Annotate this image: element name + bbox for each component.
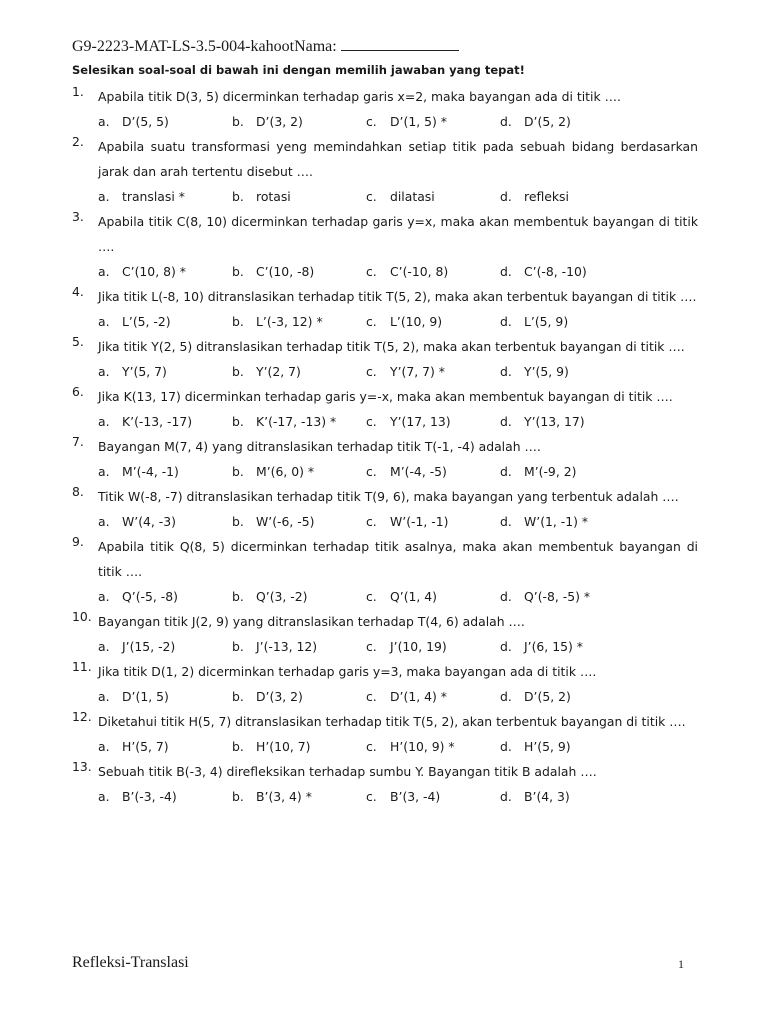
name-label: Nama: [294, 38, 337, 55]
answer-option-a [98, 459, 232, 484]
option-text: Y’(2, 7) [256, 364, 301, 379]
option-text: W’(1, -1) * [524, 514, 589, 529]
answer-option-d [500, 784, 570, 809]
option-text: C’(-8, -10) [524, 264, 587, 279]
answer-option-c [366, 509, 500, 534]
option-text: Q’(1, 4) [390, 589, 438, 604]
option-text: L’(-3, 12) * [256, 314, 323, 329]
option-letter: b. [232, 264, 244, 279]
option-letter: b. [232, 589, 244, 604]
answer-option-d [500, 634, 583, 659]
option-letter: a. [98, 364, 110, 379]
option-letter: d. [500, 464, 512, 479]
option-letter: b. [232, 314, 244, 329]
question-number: 6. [72, 384, 84, 399]
answer-option-b [232, 309, 366, 334]
answer-option-a [98, 684, 232, 709]
option-letter: a. [98, 414, 110, 429]
answer-option-b [232, 509, 366, 534]
option-letter: c. [366, 639, 377, 654]
question-item [72, 534, 698, 609]
option-letter: c. [366, 739, 377, 754]
question-text: Apabila titik C(8, 10) dicerminkan terhadap garis y=x, maka akan membentuk bayangan di titik …. [98, 214, 698, 254]
footer-title: Refleksi-Translasi [72, 954, 189, 971]
question-text: Apabila suatu transformasi yeng memindahkan setiap titik pada sebuah bidang berdasarkan jarak dan arah tertentu disebut …. [98, 139, 698, 179]
option-text: J’(15, -2) [122, 639, 176, 654]
answer-option-b [232, 109, 366, 134]
option-text: rotasi [256, 189, 291, 204]
option-letter: c. [366, 414, 377, 429]
answer-option-c [366, 409, 500, 434]
option-text: H’(10, 7) [256, 739, 311, 754]
question-number: 7. [72, 434, 84, 449]
answer-option-c [366, 309, 500, 334]
option-text: M’(-9, 2) [524, 464, 577, 479]
option-letter: c. [366, 789, 377, 804]
option-text: C’(10, -8) [256, 264, 315, 279]
answer-option-d [500, 184, 569, 209]
option-text: B’(-3, -4) [122, 789, 177, 804]
page-number: 1 [678, 957, 684, 971]
question-number: 8. [72, 484, 84, 499]
option-letter: a. [98, 189, 110, 204]
answer-option-c [366, 684, 500, 709]
question-list [72, 84, 698, 809]
question-text: Sebuah titik B(-3, 4) direfleksikan terhadap sumbu Y. Bayangan titik B adalah …. [98, 764, 597, 779]
option-letter: b. [232, 464, 244, 479]
answer-option-c [366, 184, 500, 209]
answer-options [98, 634, 698, 659]
answer-option-c [366, 109, 500, 134]
answer-option-a [98, 784, 232, 809]
answer-option-d [500, 409, 585, 434]
answer-option-c [366, 784, 500, 809]
option-letter: d. [500, 789, 512, 804]
question-text: Titik W(-8, -7) ditranslasikan terhadap titik T(9, 6), maka bayangan yang terbentuk adalah …. [98, 489, 679, 504]
question-number: 4. [72, 284, 84, 299]
question-text: Jika K(13, 17) dicerminkan terhadap garis y=-x, maka akan membentuk bayangan di titik …. [98, 389, 673, 404]
option-text: W’(-1, -1) [390, 514, 449, 529]
option-text: Y’(5, 9) [524, 364, 569, 379]
answer-option-d [500, 584, 590, 609]
question-number: 13. [72, 759, 92, 774]
option-text: J’(-13, 12) [256, 639, 318, 654]
option-letter: c. [366, 689, 377, 704]
option-letter: a. [98, 789, 110, 804]
question-number: 11. [72, 659, 92, 674]
option-text: translasi * [122, 189, 185, 204]
answer-options [98, 584, 698, 609]
answer-option-b [232, 259, 366, 284]
question-text: Bayangan titik J(2, 9) yang ditranslasikan terhadap T(4, 6) adalah …. [98, 614, 525, 629]
option-letter: b. [232, 639, 244, 654]
question-item [72, 434, 698, 484]
option-letter: a. [98, 639, 110, 654]
option-text: B’(4, 3) [524, 789, 570, 804]
option-letter: c. [366, 514, 377, 529]
option-letter: a. [98, 589, 110, 604]
answer-option-c [366, 734, 500, 759]
option-letter: c. [366, 114, 377, 129]
option-letter: d. [500, 514, 512, 529]
answer-option-a [98, 184, 232, 209]
answer-option-c [366, 584, 500, 609]
answer-option-d [500, 509, 588, 534]
answer-option-d [500, 459, 576, 484]
option-text: D’(5, 2) [524, 114, 571, 129]
option-text: H’(5, 9) [524, 739, 571, 754]
answer-option-d [500, 684, 571, 709]
option-text: B’(3, -4) [390, 789, 441, 804]
answer-option-b [232, 634, 366, 659]
answer-option-b [232, 184, 366, 209]
answer-options [98, 309, 698, 334]
option-letter: a. [98, 514, 110, 529]
option-text: K’(-17, -13) * [256, 414, 337, 429]
answer-option-b [232, 784, 366, 809]
option-text: D’(5, 2) [524, 689, 571, 704]
answer-option-b [232, 584, 366, 609]
option-text: Y’(17, 13) [390, 414, 451, 429]
option-text: J’(6, 15) * [524, 639, 583, 654]
option-letter: d. [500, 189, 512, 204]
question-number: 1. [72, 84, 84, 99]
answer-options [98, 509, 698, 534]
question-item [72, 609, 698, 659]
question-number: 12. [72, 709, 92, 724]
question-text: Apabila titik Q(8, 5) dicerminkan terhadap titik asalnya, maka akan membentuk bayangan di titik …. [98, 539, 698, 579]
option-text: M’(-4, -5) [390, 464, 447, 479]
question-number: 10. [72, 609, 92, 624]
answer-option-a [98, 309, 232, 334]
option-letter: b. [232, 414, 244, 429]
question-item [72, 134, 698, 209]
answer-option-d [500, 309, 568, 334]
answer-option-a [98, 509, 232, 534]
option-text: K’(-13, -17) [122, 414, 193, 429]
option-text: L’(10, 9) [390, 314, 443, 329]
question-number: 3. [72, 209, 84, 224]
option-text: W’(4, -3) [122, 514, 176, 529]
option-text: Y’(5, 7) [122, 364, 167, 379]
option-text: D’(3, 2) [256, 114, 303, 129]
option-letter: d. [500, 639, 512, 654]
option-text: C’(-10, 8) [390, 264, 449, 279]
option-text: B’(3, 4) * [256, 789, 312, 804]
option-letter: d. [500, 739, 512, 754]
answer-option-a [98, 109, 232, 134]
question-text: Jika titik L(-8, 10) ditranslasikan terhadap titik T(5, 2), maka akan terbentuk bayangan di titik …. [98, 289, 697, 304]
instruction-text: Selesikan soal-soal di bawah ini dengan memilih jawaban yang tepat! [72, 63, 525, 77]
option-text: H’(5, 7) [122, 739, 169, 754]
option-letter: b. [232, 689, 244, 704]
option-letter: d. [500, 114, 512, 129]
answer-option-b [232, 359, 366, 384]
answer-options [98, 359, 698, 384]
question-item [72, 709, 698, 759]
option-text: D’(5, 5) [122, 114, 169, 129]
option-text: W’(-6, -5) [256, 514, 315, 529]
answer-options [98, 259, 698, 284]
option-letter: b. [232, 514, 244, 529]
answer-options [98, 459, 698, 484]
option-letter: a. [98, 739, 110, 754]
option-letter: c. [366, 189, 377, 204]
option-text: C’(10, 8) * [122, 264, 186, 279]
answer-option-b [232, 409, 366, 434]
answer-option-b [232, 684, 366, 709]
question-item [72, 84, 698, 134]
option-text: H’(10, 9) * [390, 739, 455, 754]
option-letter: a. [98, 464, 110, 479]
answer-option-c [366, 359, 500, 384]
option-letter: d. [500, 414, 512, 429]
question-text: Jika titik D(1, 2) dicerminkan terhadap garis y=3, maka bayangan ada di titik …. [98, 664, 597, 679]
question-item [72, 659, 698, 709]
answer-options [98, 784, 698, 809]
question-text: Diketahui titik H(5, 7) ditranslasikan terhadap titik T(5, 2), akan terbentuk bayangan di titik …. [98, 714, 686, 729]
option-text: D’(1, 4) * [390, 689, 447, 704]
option-text: D’(1, 5) * [390, 114, 447, 129]
option-text: L’(5, -2) [122, 314, 171, 329]
answer-option-c [366, 459, 500, 484]
option-letter: c. [366, 364, 377, 379]
answer-option-c [366, 634, 500, 659]
question-number: 9. [72, 534, 84, 549]
option-text: L’(5, 9) [524, 314, 569, 329]
answer-option-b [232, 734, 366, 759]
option-letter: c. [366, 464, 377, 479]
answer-option-a [98, 584, 232, 609]
question-text: Jika titik Y(2, 5) ditranslasikan terhadap titik T(5, 2), maka akan terbentuk bayangan di titik …. [98, 339, 685, 354]
option-letter: d. [500, 689, 512, 704]
option-letter: c. [366, 314, 377, 329]
question-text: Apabila titik D(3, 5) dicerminkan terhadap garis x=2, maka bayangan ada di titik …. [98, 89, 621, 104]
answer-options [98, 734, 698, 759]
option-letter: a. [98, 689, 110, 704]
document-header [72, 37, 459, 56]
document-code: G9-2223-MAT-LS-3.5-004-kahoot [72, 38, 295, 55]
option-letter: b. [232, 189, 244, 204]
option-letter: d. [500, 589, 512, 604]
question-item [72, 334, 698, 384]
option-text: D’(1, 5) [122, 689, 169, 704]
answer-options [98, 109, 698, 134]
option-text: refleksi [524, 189, 569, 204]
question-item [72, 484, 698, 534]
answer-options [98, 409, 698, 434]
question-item [72, 284, 698, 334]
question-item [72, 209, 698, 284]
answer-option-a [98, 634, 232, 659]
question-number: 5. [72, 334, 84, 349]
answer-option-a [98, 359, 232, 384]
option-letter: c. [366, 589, 377, 604]
option-letter: b. [232, 364, 244, 379]
option-letter: c. [366, 264, 377, 279]
option-text: Q’(-5, -8) [122, 589, 178, 604]
option-text: M’(-4, -1) [122, 464, 179, 479]
answer-options [98, 184, 698, 209]
answer-option-a [98, 409, 232, 434]
option-text: dilatasi [390, 189, 435, 204]
question-number: 2. [72, 134, 84, 149]
answer-option-d [500, 359, 569, 384]
option-text: Q’(-8, -5) * [524, 589, 591, 604]
option-letter: a. [98, 264, 110, 279]
option-letter: b. [232, 789, 244, 804]
option-text: M’(6, 0) * [256, 464, 315, 479]
question-text: Bayangan M(7, 4) yang ditranslasikan terhadap titik T(-1, -4) adalah …. [98, 439, 541, 454]
answer-option-d [500, 259, 587, 284]
option-letter: b. [232, 114, 244, 129]
answer-options [98, 684, 698, 709]
option-text: Q’(3, -2) [256, 589, 308, 604]
option-letter: d. [500, 314, 512, 329]
answer-option-d [500, 734, 571, 759]
option-text: Y’(7, 7) * [390, 364, 445, 379]
name-blank-line [341, 37, 459, 51]
answer-option-d [500, 109, 571, 134]
option-text: J’(10, 19) [390, 639, 447, 654]
option-letter: d. [500, 364, 512, 379]
question-item [72, 384, 698, 434]
answer-option-c [366, 259, 500, 284]
answer-option-a [98, 259, 232, 284]
question-item [72, 759, 698, 809]
option-text: D’(3, 2) [256, 689, 303, 704]
option-letter: d. [500, 264, 512, 279]
answer-option-a [98, 734, 232, 759]
option-letter: a. [98, 314, 110, 329]
option-letter: b. [232, 739, 244, 754]
option-letter: a. [98, 114, 110, 129]
option-text: Y’(13, 17) [524, 414, 585, 429]
answer-option-b [232, 459, 366, 484]
